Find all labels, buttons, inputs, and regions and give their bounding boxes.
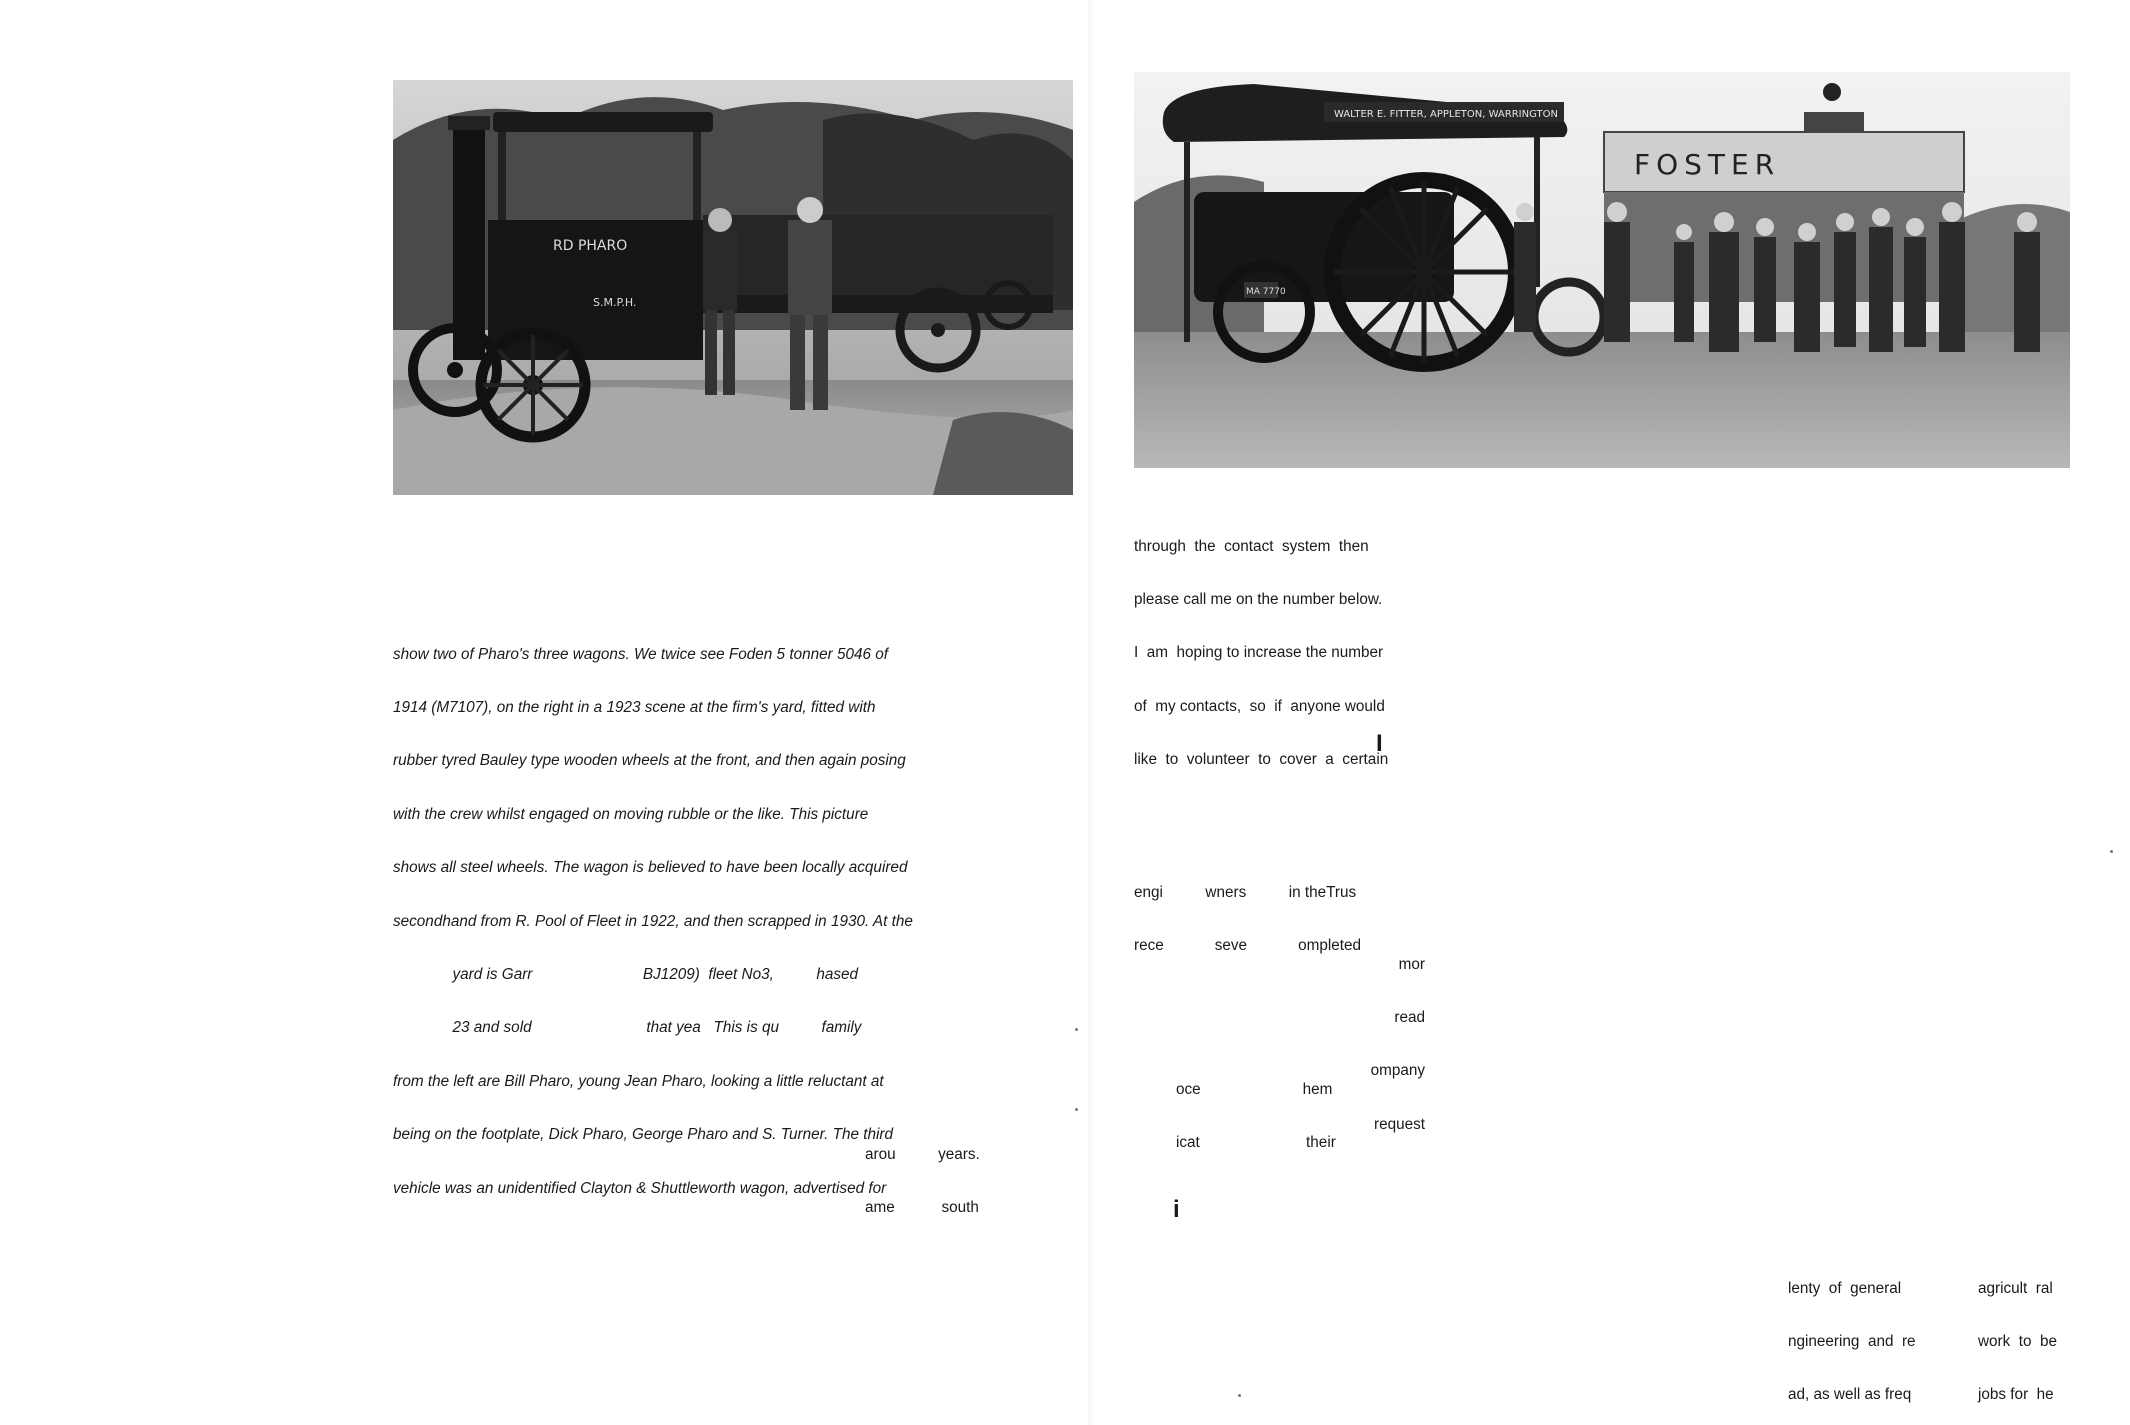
caption-line: shows all steel wheels. The wagon is believed to have been locally acquired <box>393 859 908 877</box>
fragment-line: ompany <box>1370 1062 1425 1080</box>
contact-line: I am hoping to increase the number <box>1134 644 1384 662</box>
caption-line: from the left are Bill Pharo, young Jean Pharo, looking a little reluctant at <box>393 1072 884 1090</box>
fragment-line: icat their <box>1176 1133 1336 1151</box>
wagon-inscription-plate: S.M.P.H. <box>593 296 637 309</box>
wagon-inscription-name: RD PHARO <box>553 238 628 254</box>
fragment-line: rece seve ompleted <box>1134 936 1361 954</box>
text-fragment-hem <box>1176 1045 1336 1170</box>
text-fragment-general-right <box>1978 1244 2057 1422</box>
caption-line: show two of Pharo's three wagons. We twice see Foden 5 tonner 5046 of <box>393 645 888 663</box>
contact-line: please call me on the number below. <box>1134 590 1383 608</box>
page-speck <box>1075 1108 1078 1111</box>
large-letter-i-lower: i <box>1173 1196 1180 1223</box>
thresher-brand-lettering: FOSTER <box>1634 148 1781 181</box>
caption-line: secondhand from R. Pool of Fleet in 1922, and then scrapped in 1930. At the <box>393 912 913 930</box>
fragment-line: engi wners in theTrus <box>1134 883 1357 901</box>
caption-line: with the crew whilst engaged on moving rubble or the like. This picture <box>393 805 869 823</box>
registration-plate: MA 7770 <box>1246 287 1286 297</box>
page-fold <box>1088 0 1092 1425</box>
contact-line: like to volunteer to cover a certain <box>1134 751 1389 769</box>
caption-line: 1914 (M7107), on the right in a 1923 scene at the firm's yard, fitted with <box>393 698 876 716</box>
fragment-line: request <box>1373 1115 1425 1133</box>
caption-line: being on the footplate, Dick Pharo, George Pharo and S. Turner. The third <box>393 1126 893 1144</box>
text-fragment-years <box>865 1110 980 1235</box>
fragment-line: agricult ral <box>1978 1279 2053 1297</box>
caption-line: yard is Garr BJ1209) fleet No3, hased <box>393 965 859 983</box>
fragment-line: ngineering and re <box>1788 1332 1916 1350</box>
page-speck <box>2110 850 2113 853</box>
caption-line: rubber tyred Bauley type wooden wheels at the front, and then again posing <box>393 752 906 770</box>
fragment-line: work to be <box>1978 1332 2058 1350</box>
fragment-line: ad, as well as freq <box>1788 1386 1912 1404</box>
fragment-line: lenty of general <box>1788 1279 1902 1297</box>
page-speck <box>1238 1394 1241 1397</box>
contact-line: through the contact system then <box>1134 537 1369 555</box>
fragment-line: mor <box>1398 955 1425 973</box>
steam-wagon-photo <box>393 80 1073 495</box>
caption-line: vehicle was an unidentified Clayton & Shuttleworth wagon, advertised for <box>393 1179 887 1197</box>
fragment-line: ame south <box>865 1198 979 1216</box>
text-fragment-general-left <box>1788 1244 1916 1422</box>
large-letter-i-upper: I <box>1376 730 1383 757</box>
traction-engine-photo <box>1134 72 2070 468</box>
caption-line: 23 and sold that yea This is qu family <box>393 1019 862 1037</box>
contact-paragraph <box>1134 502 1434 787</box>
page-speck <box>1075 1028 1078 1031</box>
fragment-line: arou years. <box>865 1145 980 1163</box>
contact-line: of my contacts, so if anyone would <box>1134 697 1385 715</box>
fragment-line: jobs for he <box>1978 1386 2054 1404</box>
fragment-line: oce hem <box>1176 1080 1333 1098</box>
canopy-inscription: WALTER E. FITTER, APPLETON, WARRINGTON <box>1334 109 1558 120</box>
fragment-line: read <box>1394 1008 1425 1026</box>
